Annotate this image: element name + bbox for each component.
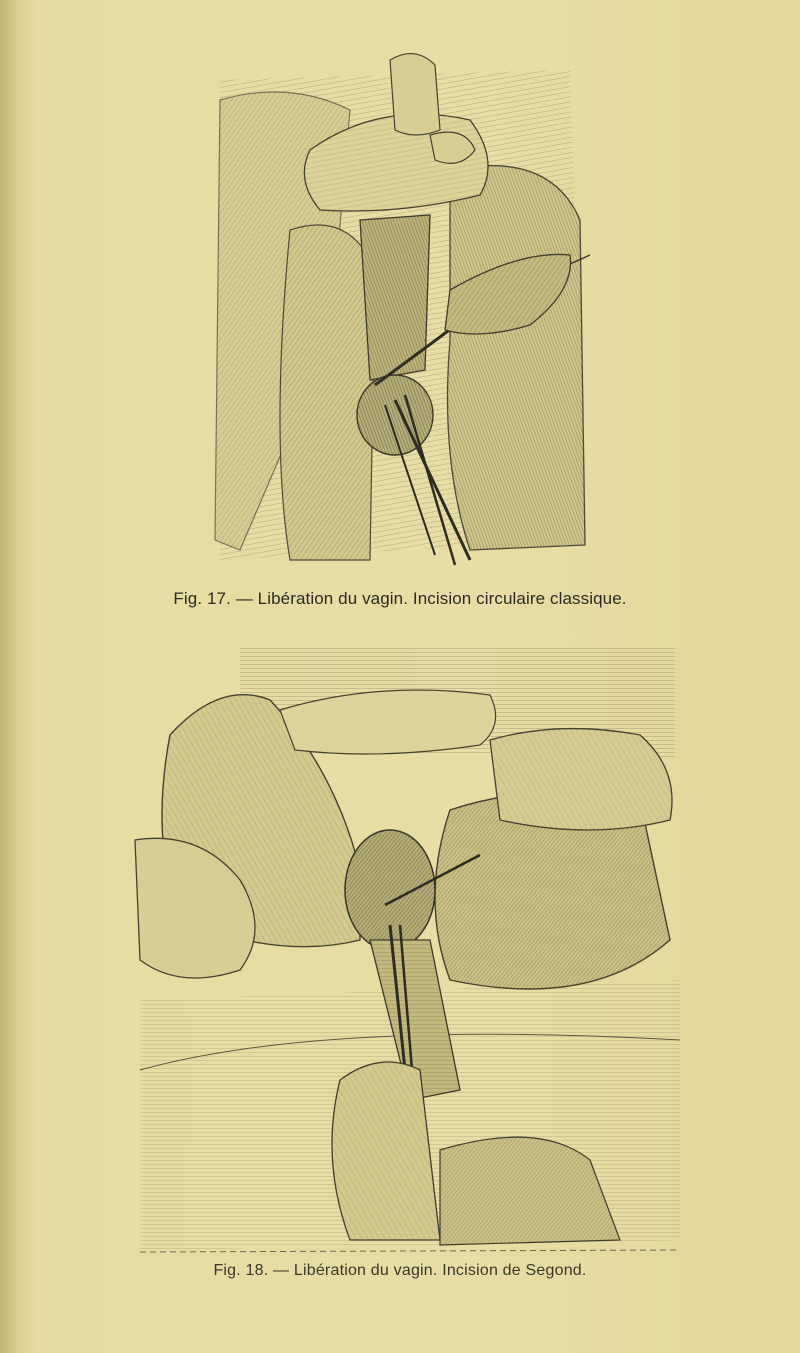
page-binding-edge <box>0 0 16 1353</box>
figure-17-caption: Fig. 17. — Libération du vagin. Incision circulaire classique. <box>173 589 627 608</box>
figure-17-illustration <box>200 40 610 585</box>
figure-18-caption: Fig. 18. — Libération du vagin. Incision de Segond. <box>213 1262 587 1279</box>
figure-18-illustration <box>120 640 695 1260</box>
